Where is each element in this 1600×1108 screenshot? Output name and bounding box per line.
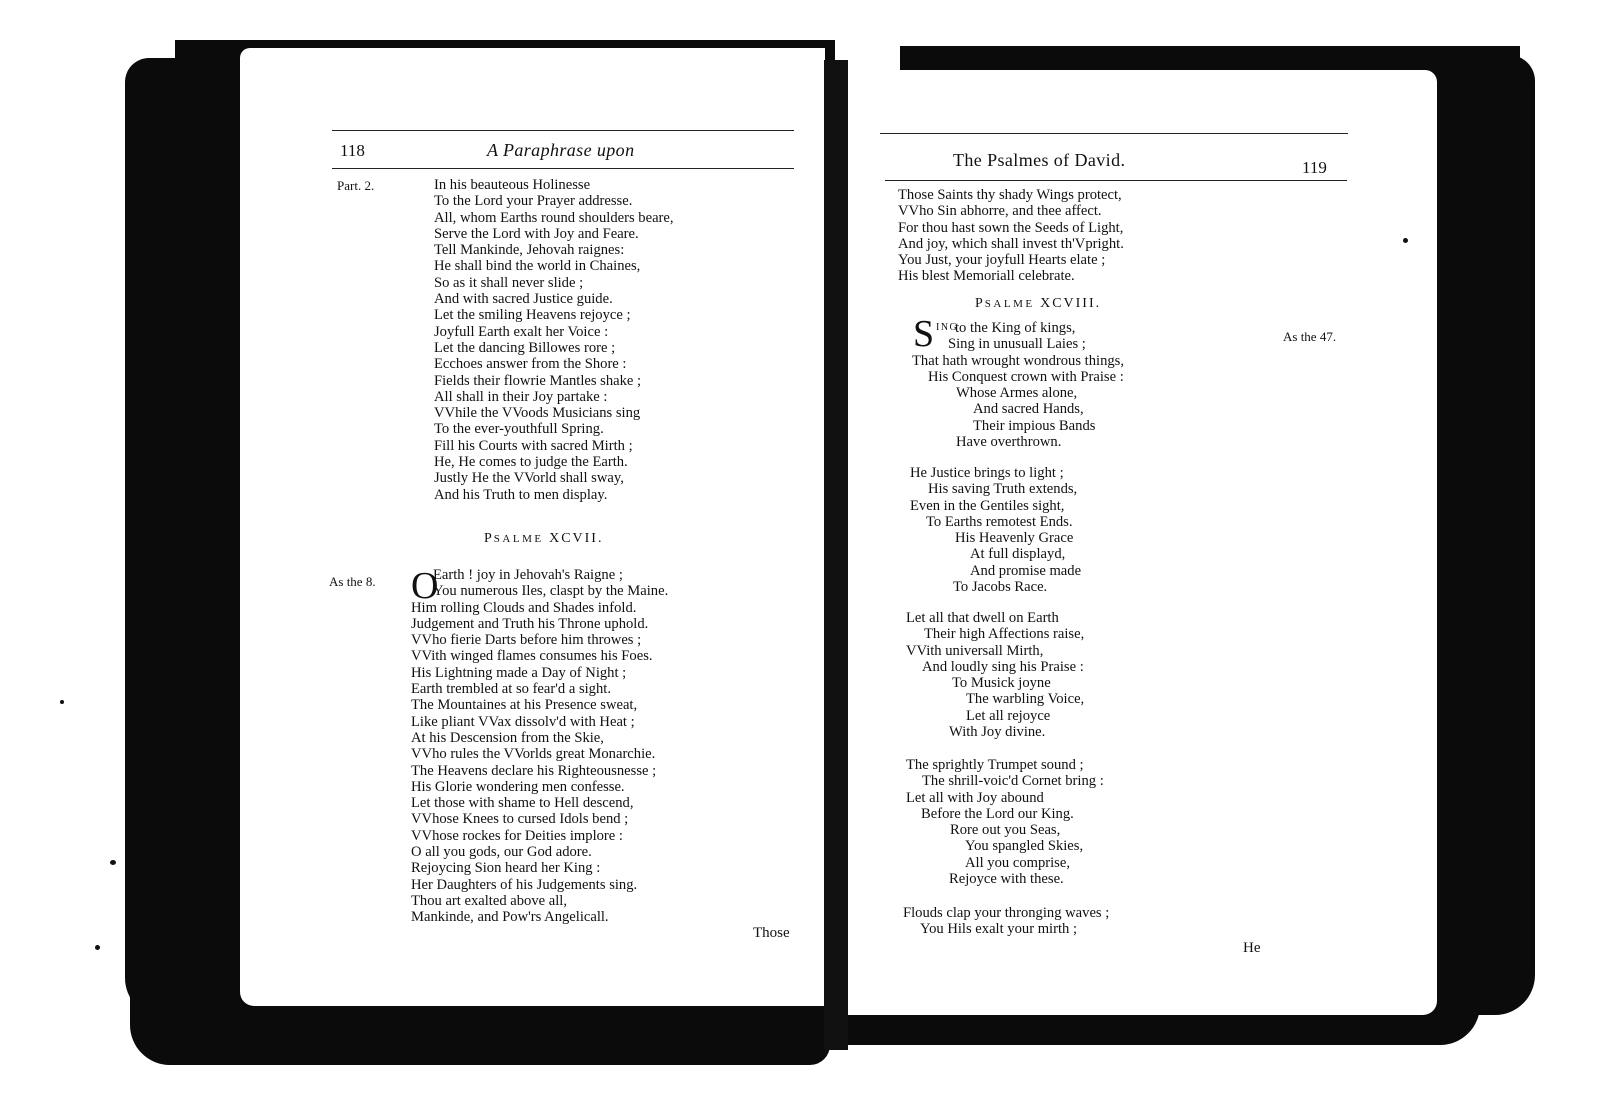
verse-line: Tell Mankinde, Jehovah raignes: [434, 242, 625, 259]
psalm-98-stanza-5 [903, 905, 1109, 938]
verse-line: His Lightning made a Day of Night ; [411, 664, 627, 681]
verse-line: You Hils exalt your mirth ; [920, 921, 1078, 938]
left-cover [125, 58, 250, 1018]
left-catchword: Those [753, 925, 790, 941]
verse-line: VVho fierie Darts before him throwes ; [411, 632, 642, 649]
verse-line: Let all that dwell on Earth [906, 610, 1059, 626]
psalm-97-numeral: XCVII. [549, 531, 604, 546]
verse-line: His blest Memoriall celebrate. [898, 268, 1075, 285]
right-catchword: He [1243, 940, 1261, 956]
psalm-97-lines [411, 567, 668, 926]
verse-line: And sacred Hands, [973, 401, 1084, 418]
verse-line: With Joy divine. [949, 724, 1046, 741]
verse-line: Let those with shame to Hell descend, [411, 795, 634, 812]
verse-line: O all you gods, our God adore. [411, 844, 592, 861]
verse-line: So as it shall never slide ; [434, 274, 584, 291]
verse-line: His Conquest crown with Praise : [928, 368, 1124, 385]
verse-line: Him rolling Clouds and Shades infold. [411, 599, 637, 616]
psalm-98-stanza-4 [906, 757, 1104, 887]
verse-line: Serve the Lord with Joy and Feare. [434, 225, 639, 242]
verse-line: His Heavenly Grace [955, 530, 1074, 547]
verse-line: VVhose rockes for Deities implore : [411, 827, 623, 844]
part-label: Part. 2. [337, 178, 375, 193]
psalm-98-tune-note: As the 47. [1283, 329, 1337, 344]
verse-line: His saving Truth extends, [928, 481, 1078, 498]
verse-line: Even in the Gentiles sight, [910, 497, 1065, 514]
right-top-lines [898, 187, 1124, 285]
verse-line: to the King of kings, [955, 320, 1076, 336]
verse-line: Joyfull Earth exalt her Voice : [434, 323, 609, 340]
psalm-98-title-sc: SALME [984, 298, 1035, 310]
psalm-98-stanza-3 [906, 610, 1084, 740]
psalm-97-title-p: P [484, 531, 494, 546]
verse-line: Rejoyce with these. [949, 871, 1064, 888]
verse-line: VVho rules the VVorlds great Monarchie. [411, 746, 656, 763]
verse-line: Her Daughters of his Judgements sing. [411, 876, 638, 893]
verse-line: All you comprise, [965, 854, 1070, 871]
left-verse-block [434, 177, 674, 503]
verse-line: VVhose Knees to cursed Idols bend ; [411, 811, 629, 828]
verse-line: And his Truth to men display. [434, 486, 608, 503]
right-page-number: 119 [1302, 158, 1327, 177]
verse-line: VVith universall Mirth, [906, 642, 1044, 659]
verse-line: Earth trembled at so fear'd a sight. [411, 681, 611, 698]
verse-line: You Just, your joyfull Hearts elate ; [898, 252, 1106, 269]
psalm-98-dropcap: S [913, 313, 935, 355]
verse-line: Judgement and Truth his Throne uphold. [411, 615, 649, 632]
verse-line: Like pliant VVax dissolv'd with Heat ; [411, 713, 635, 730]
verse-line: The sprightly Trumpet sound ; [906, 757, 1084, 773]
verse-line: Rejoycing Sion heard her King : [411, 860, 601, 877]
verse-line: Their high Affections raise, [924, 626, 1085, 643]
verse-line: That hath wrought wondrous things, [912, 352, 1124, 369]
verse-line: Fill his Courts with sacred Mirth ; [434, 437, 633, 454]
verse-line: The warbling Voice, [966, 691, 1085, 708]
psalm-98-stanza-1 [912, 320, 1124, 450]
verse-line: Have overthrown. [956, 434, 1062, 451]
verse-line: In his beauteous Holinesse [434, 177, 591, 193]
verse-line: He shall bind the world in Chaines, [434, 258, 641, 275]
verse-line: Justly He the VVorld shall sway, [434, 470, 624, 487]
verse-line: Their impious Bands [973, 417, 1096, 434]
verse-line: VVith winged flames consumes his Foes. [411, 648, 653, 665]
verse-line: And with sacred Justice guide. [434, 291, 613, 308]
verse-line: Rore out you Seas, [950, 822, 1061, 839]
right-running-head: The Psalmes of David. [953, 150, 1126, 170]
psalm-97-dropcap: O [411, 565, 439, 607]
right-head-rule-top [880, 133, 1348, 134]
verse-line: To Earths remotest Ends. [926, 513, 1073, 530]
verse-line: You numerous Iles, claspt by the Maine. [433, 583, 669, 600]
speck [1403, 238, 1408, 243]
verse-line: Let all with Joy abound [906, 789, 1044, 806]
verse-line: And loudly sing his Praise : [922, 658, 1084, 675]
verse-line: All, whom Earths round shoulders beare, [434, 209, 674, 226]
psalm-98-stanza-2 [910, 465, 1081, 595]
verse-line: The shrill-voic'd Cornet bring : [922, 773, 1104, 790]
verse-line: To Jacobs Race. [953, 579, 1048, 596]
gutter [824, 60, 848, 1050]
verse-line: You spangled Skies, [965, 838, 1084, 855]
verse-line: To the Lord your Prayer addresse. [434, 193, 633, 210]
verse-line: Let the smiling Heavens rejoyce ; [434, 307, 631, 324]
psalm-97-title [484, 531, 603, 547]
verse-line: Mankinde, and Pow'rs Angelicall. [411, 909, 609, 926]
verse-line: He, He comes to judge the Earth. [434, 454, 628, 471]
right-head-rule-bottom [885, 180, 1347, 181]
verse-line: To Musick joyne [952, 675, 1051, 692]
psalm-98-numeral: XCVIII. [1040, 296, 1102, 311]
verse-line: Sing in unusuall Laies ; [948, 336, 1086, 353]
verse-line: All shall in their Joy partake : [434, 388, 608, 405]
verse-line: The Heavens declare his Righteousnesse ; [411, 762, 657, 779]
speck [95, 945, 100, 950]
verse-line: Ecchoes answer from the Shore : [434, 356, 627, 373]
verse-line: VVho Sin abhorre, and thee affect. [898, 203, 1102, 220]
verse-line: Let the dancing Billowes rore ; [434, 339, 616, 356]
verse-line: He Justice brings to light ; [910, 465, 1064, 481]
verse-line: To the ever-youthfull Spring. [434, 421, 604, 438]
verse-line: And promise made [970, 562, 1082, 579]
left-head-rule-top [332, 130, 794, 131]
left-running-head: A Paraphrase upon [487, 140, 635, 160]
verse-line: Those Saints thy shady Wings protect, [898, 187, 1122, 203]
speck [60, 700, 64, 704]
psalm-97-title-sc: SALME [493, 533, 544, 545]
left-head-rule-bottom [332, 168, 794, 169]
verse-line: Thou art exalted above all, [411, 892, 568, 909]
verse-line: Fields their flowrie Mantles shake ; [434, 372, 642, 389]
verse-line: Earth ! joy in Jehovah's Raigne ; [433, 567, 623, 583]
verse-line: VVhile the VVoods Musicians sing [434, 405, 641, 422]
verse-line: For thou hast sown the Seeds of Light, [898, 219, 1124, 236]
verse-line: Before the Lord our King. [921, 805, 1074, 822]
verse-line: And joy, which shall invest th'Vpright. [898, 235, 1124, 252]
verse-line: Whose Armes alone, [956, 385, 1078, 402]
verse-line: Flouds clap your thronging waves ; [903, 905, 1110, 921]
verse-line: Let all rejoyce [966, 707, 1051, 724]
speck [110, 860, 116, 865]
psalm-98-title [975, 296, 1101, 312]
verse-line: The Mountaines at his Presence sweat, [411, 697, 638, 714]
psalm-98-dropcap-rest: ING [936, 322, 959, 333]
verse-line: At full displayd, [970, 546, 1066, 563]
verse-line: At his Descension from the Skie, [411, 729, 604, 746]
psalm-98-title-p: P [975, 296, 985, 311]
left-page-number: 118 [340, 141, 365, 160]
psalm-97-tune-note: As the 8. [329, 574, 376, 589]
verse-line: His Glorie wondering men confesse. [411, 778, 625, 795]
